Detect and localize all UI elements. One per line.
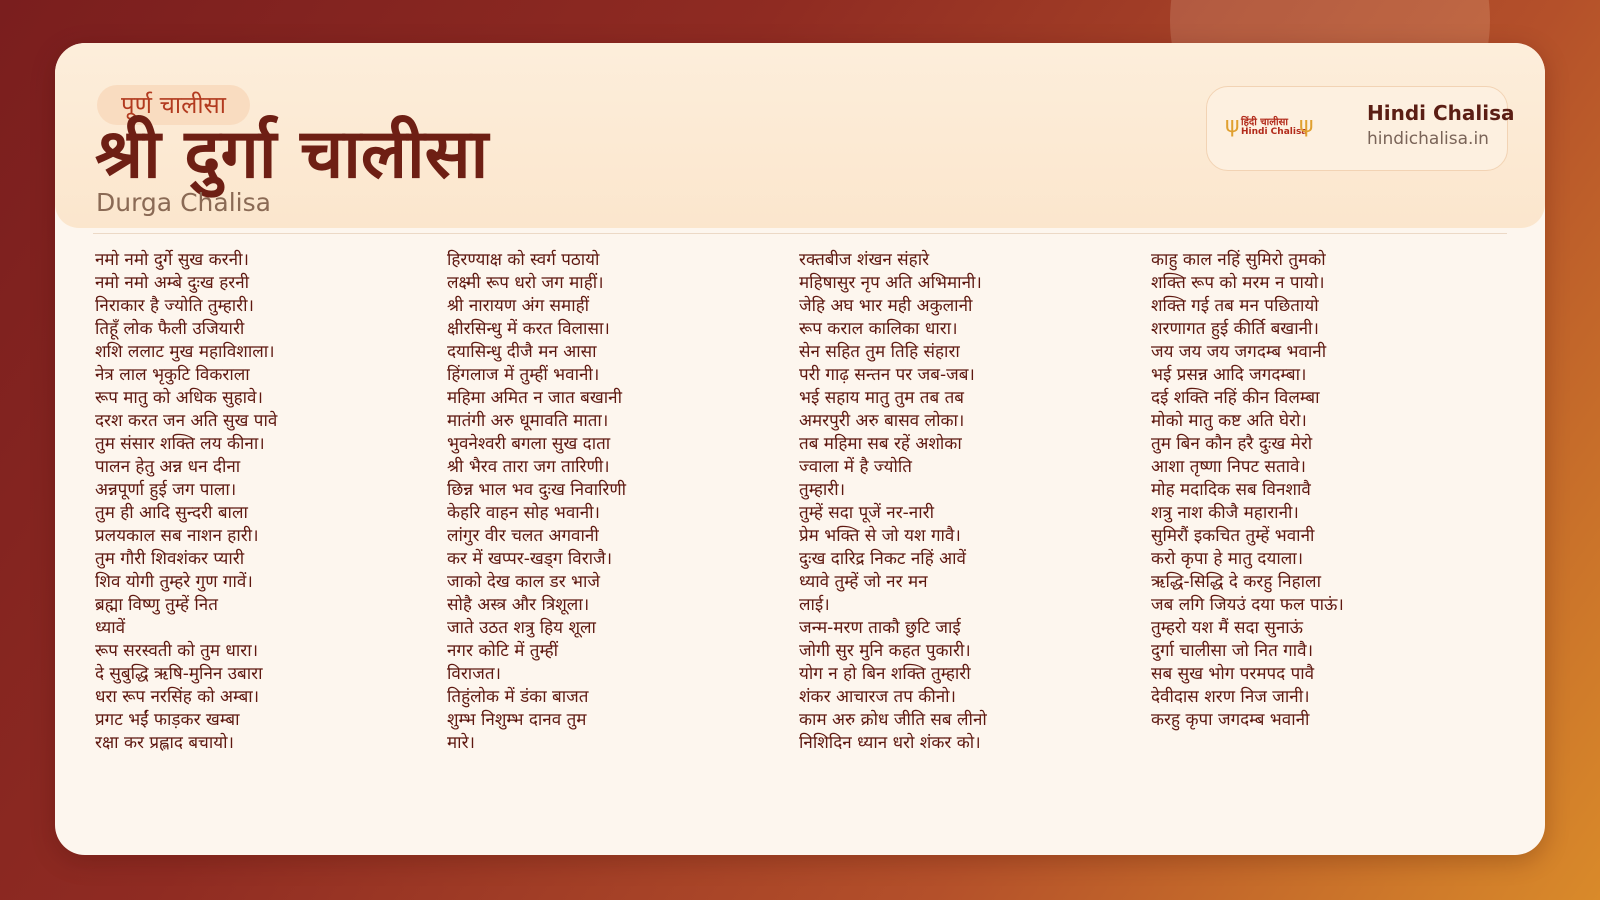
verse-line: भई सहाय मातु तुम तब तब xyxy=(799,388,965,408)
verse-line: लक्ष्मी रूप धरो जग माहीं। xyxy=(447,273,604,293)
verse-line: श्री नारायण अंग समाहीं xyxy=(447,296,590,316)
verse-line: महिषासुर नृप अति अभिमानी। xyxy=(799,273,982,293)
verse-line: केहरि वाहन सोह भवानी। xyxy=(447,503,600,523)
verse-line: तिहूँ लोक फैली उजियारी xyxy=(95,319,245,339)
verse-line: जेहि अघ भार मही अकुलानी xyxy=(799,296,973,316)
verse-line: दयासिन्धु दीजै मन आसा xyxy=(447,342,597,362)
verse-line: शत्रु नाश कीजै महारानी। xyxy=(1151,503,1299,523)
verse-line: शरणागत हुई कीर्ति बखानी। xyxy=(1151,319,1319,339)
verse-column-4 xyxy=(1151,249,1491,732)
verse-line: काम अरु क्रोध जीति सब लीनो xyxy=(799,710,987,730)
verse-line: शक्ति रूप को मरम न पायो। xyxy=(1151,273,1325,293)
verse-line: शिव योगी तुम्हरे गुण गावें। xyxy=(95,572,253,592)
verse-line: जब लगि जियउं दया फल पाऊं। xyxy=(1151,595,1344,615)
verse-line: सब सुख भोग परमपद पावै xyxy=(1151,664,1315,684)
verse-line: भई प्रसन्न आदि जगदम्बा। xyxy=(1151,365,1307,385)
trident-icon: ψ xyxy=(1299,113,1314,138)
verse-line: निराकार है ज्योति तुम्हारी। xyxy=(95,296,254,316)
brand-box[interactable] xyxy=(1206,86,1515,171)
verse-line: प्रलयकाल सब नाशन हारी। xyxy=(95,526,259,546)
verse-line: सोहै अस्त्र और त्रिशूला। xyxy=(447,595,590,615)
verse-line: जाको देख काल डर भाजे xyxy=(447,572,601,592)
brand-url[interactable]: hindichalisa.in xyxy=(1367,129,1489,149)
verse-line: शुम्भ निशुम्भ दानव तुम xyxy=(447,710,587,730)
verse-grid xyxy=(55,249,1545,829)
verse-line: शक्ति गई तब मन पछितायो xyxy=(1151,296,1319,316)
verse-line: देवीदास शरण निज जानी। xyxy=(1151,687,1310,707)
verse-line: करहु कृपा जगदम्ब भवानी xyxy=(1151,710,1310,730)
verse-line: तुम ही आदि सुन्दरी बाला xyxy=(95,503,248,523)
verse-line: तिहुंलोक में डंका बाजत xyxy=(447,687,589,707)
verse-line: तुम संसार शक्ति लय कीना। xyxy=(95,434,265,454)
verse-line: धरा रूप नरसिंह को अम्बा। xyxy=(95,687,260,707)
brand-logo xyxy=(1225,109,1317,147)
verse-line: योग न हो बिन शक्ति तुम्हारी xyxy=(799,664,971,684)
verse-line: ऋद्धि-सिद्धि दे करहु निहाला xyxy=(1151,572,1321,592)
verse-line: नमो नमो दुर्गे सुख करनी। xyxy=(95,250,249,270)
card-header xyxy=(55,43,1545,228)
verse-line: भुवनेश्वरी बगला सुख दाता xyxy=(447,434,611,454)
page-title: श्री दुर्गा चालीसा xyxy=(95,115,489,194)
verse-line: प्रेम भक्ति से जो यश गावै। xyxy=(799,526,961,546)
verse-line: ध्यावे तुम्हें जो नर मन xyxy=(799,572,928,592)
verse-line: रूप मातु को अधिक सुहावे। xyxy=(95,388,263,408)
verse-line: करो कृपा हे मातु दयाला। xyxy=(1151,549,1304,569)
verse-line: रक्तबीज शंखन संहारे xyxy=(799,250,930,270)
verse-line: दुःख दारिद्र निकट नहिं आवें xyxy=(799,549,966,569)
verse-line: रूप कराल कालिका धारा। xyxy=(799,319,958,339)
verse-line: पालन हेतु अन्न धन दीना xyxy=(95,457,241,477)
verse-column-3 xyxy=(799,249,1139,755)
verse-line: नेत्र लाल भृकुटि विकराला xyxy=(95,365,250,385)
verse-line: तुम गौरी शिवशंकर प्यारी xyxy=(95,549,245,569)
trident-icon: ψ xyxy=(1225,113,1240,138)
verse-line: जाते उठत शत्रु हिय शूला xyxy=(447,618,596,638)
verse-column-2 xyxy=(447,249,787,755)
verse-line: तुम्हें सदा पूजें नर-नारी xyxy=(799,503,934,523)
header-divider xyxy=(93,233,1507,234)
verse-line: दे सुबुद्धि ऋषि-मुनिन उबारा xyxy=(95,664,263,684)
verse-line: ब्रह्मा विष्णु तुम्हें नित xyxy=(95,595,218,615)
page-subtitle: Durga Chalisa xyxy=(96,188,271,217)
verse-line: कर में खप्पर-खड्ग विराजै। xyxy=(447,549,613,569)
verse-line: मोह मदादिक सब विनशावै xyxy=(1151,480,1311,500)
verse-line: काहु काल नहिं सुमिरो तुमको xyxy=(1151,250,1326,270)
verse-line: तब महिमा सब रहें अशोका xyxy=(799,434,962,454)
verse-line: जोगी सुर मुनि कहत पुकारी। xyxy=(799,641,971,661)
verse-line: सेन सहित तुम तिहि संहारा xyxy=(799,342,960,362)
verse-line: शंकर आचारज तप कीनो। xyxy=(799,687,957,707)
verse-line: निशिदिन ध्यान धरो शंकर को। xyxy=(799,733,981,753)
verse-line: मोको मातु कष्ट अति घेरो। xyxy=(1151,411,1307,431)
category-badge: पूर्ण चालीसा xyxy=(97,85,250,125)
verse-line: रक्षा कर प्रह्लाद बचायो। xyxy=(95,733,234,753)
verse-line: अन्नपूर्णा हुई जग पाला। xyxy=(95,480,237,500)
verse-line: क्षीरसिन्धु में करत विलासा। xyxy=(447,319,610,339)
verse-line: विराजत। xyxy=(447,664,501,684)
verse-line: लाई। xyxy=(799,595,830,615)
verse-line: जन्म-मरण ताकौ छुटि जाई xyxy=(799,618,961,638)
verse-line: लांगुर वीर चलत अगवानी xyxy=(447,526,599,546)
verse-line: प्रगट भईं फाड़कर खम्बा xyxy=(95,710,240,730)
verse-line: छिन्न भाल भव दुःख निवारिणी xyxy=(447,480,627,500)
verse-line: ध्यावें xyxy=(95,618,126,638)
verse-line: हिंगलाज में तुम्हीं भवानी। xyxy=(447,365,600,385)
verse-line: मातंगी अरु धूमावति माता। xyxy=(447,411,609,431)
verse-line: श्री भैरव तारा जग तारिणी। xyxy=(447,457,610,477)
verse-line: तुम बिन कौन हरै दुःख मेरो xyxy=(1151,434,1313,454)
verse-line: रूप सरस्वती को तुम धारा। xyxy=(95,641,259,661)
brand-name: Hindi Chalisa xyxy=(1367,101,1515,125)
verse-line: नगर कोटि में तुम्हीं xyxy=(447,641,559,661)
verse-line: तुम्हारी। xyxy=(799,480,846,500)
verse-line: दरश करत जन अति सुख पावे xyxy=(95,411,278,431)
brand-logo-hindi: हिंदी चालीसा xyxy=(1241,117,1288,128)
verse-line: ज्वाला में है ज्योति xyxy=(799,457,912,477)
verse-line: परी गाढ़ सन्तन पर जब-जब। xyxy=(799,365,975,385)
verse-line: नमो नमो अम्बे दुःख हरनी xyxy=(95,273,250,293)
verse-line: हिरण्याक्ष को स्वर्ग पठायो xyxy=(447,250,600,270)
verse-line: दई शक्ति नहिं कीन विलम्बा xyxy=(1151,388,1320,408)
verse-column-1 xyxy=(95,249,435,755)
chalisa-card xyxy=(55,43,1545,855)
verse-line: मारे। xyxy=(447,733,475,753)
verse-line: सुमिरौं इकचित तुम्हें भवानी xyxy=(1151,526,1315,546)
verse-line: आशा तृष्णा निपट सतावे। xyxy=(1151,457,1306,477)
brand-logo-english: Hindi Chalisa xyxy=(1241,127,1308,137)
verse-line: जय जय जय जगदम्ब भवानी xyxy=(1151,342,1327,362)
verse-line: अमरपुरी अरु बासव लोका। xyxy=(799,411,965,431)
verse-line: शशि ललाट मुख महाविशाला। xyxy=(95,342,275,362)
verse-line: तुम्हरो यश मैं सदा सुनाऊं xyxy=(1151,618,1304,638)
verse-line: दुर्गा चालीसा जो नित गावै। xyxy=(1151,641,1314,661)
verse-line: महिमा अमित न जात बखानी xyxy=(447,388,623,408)
